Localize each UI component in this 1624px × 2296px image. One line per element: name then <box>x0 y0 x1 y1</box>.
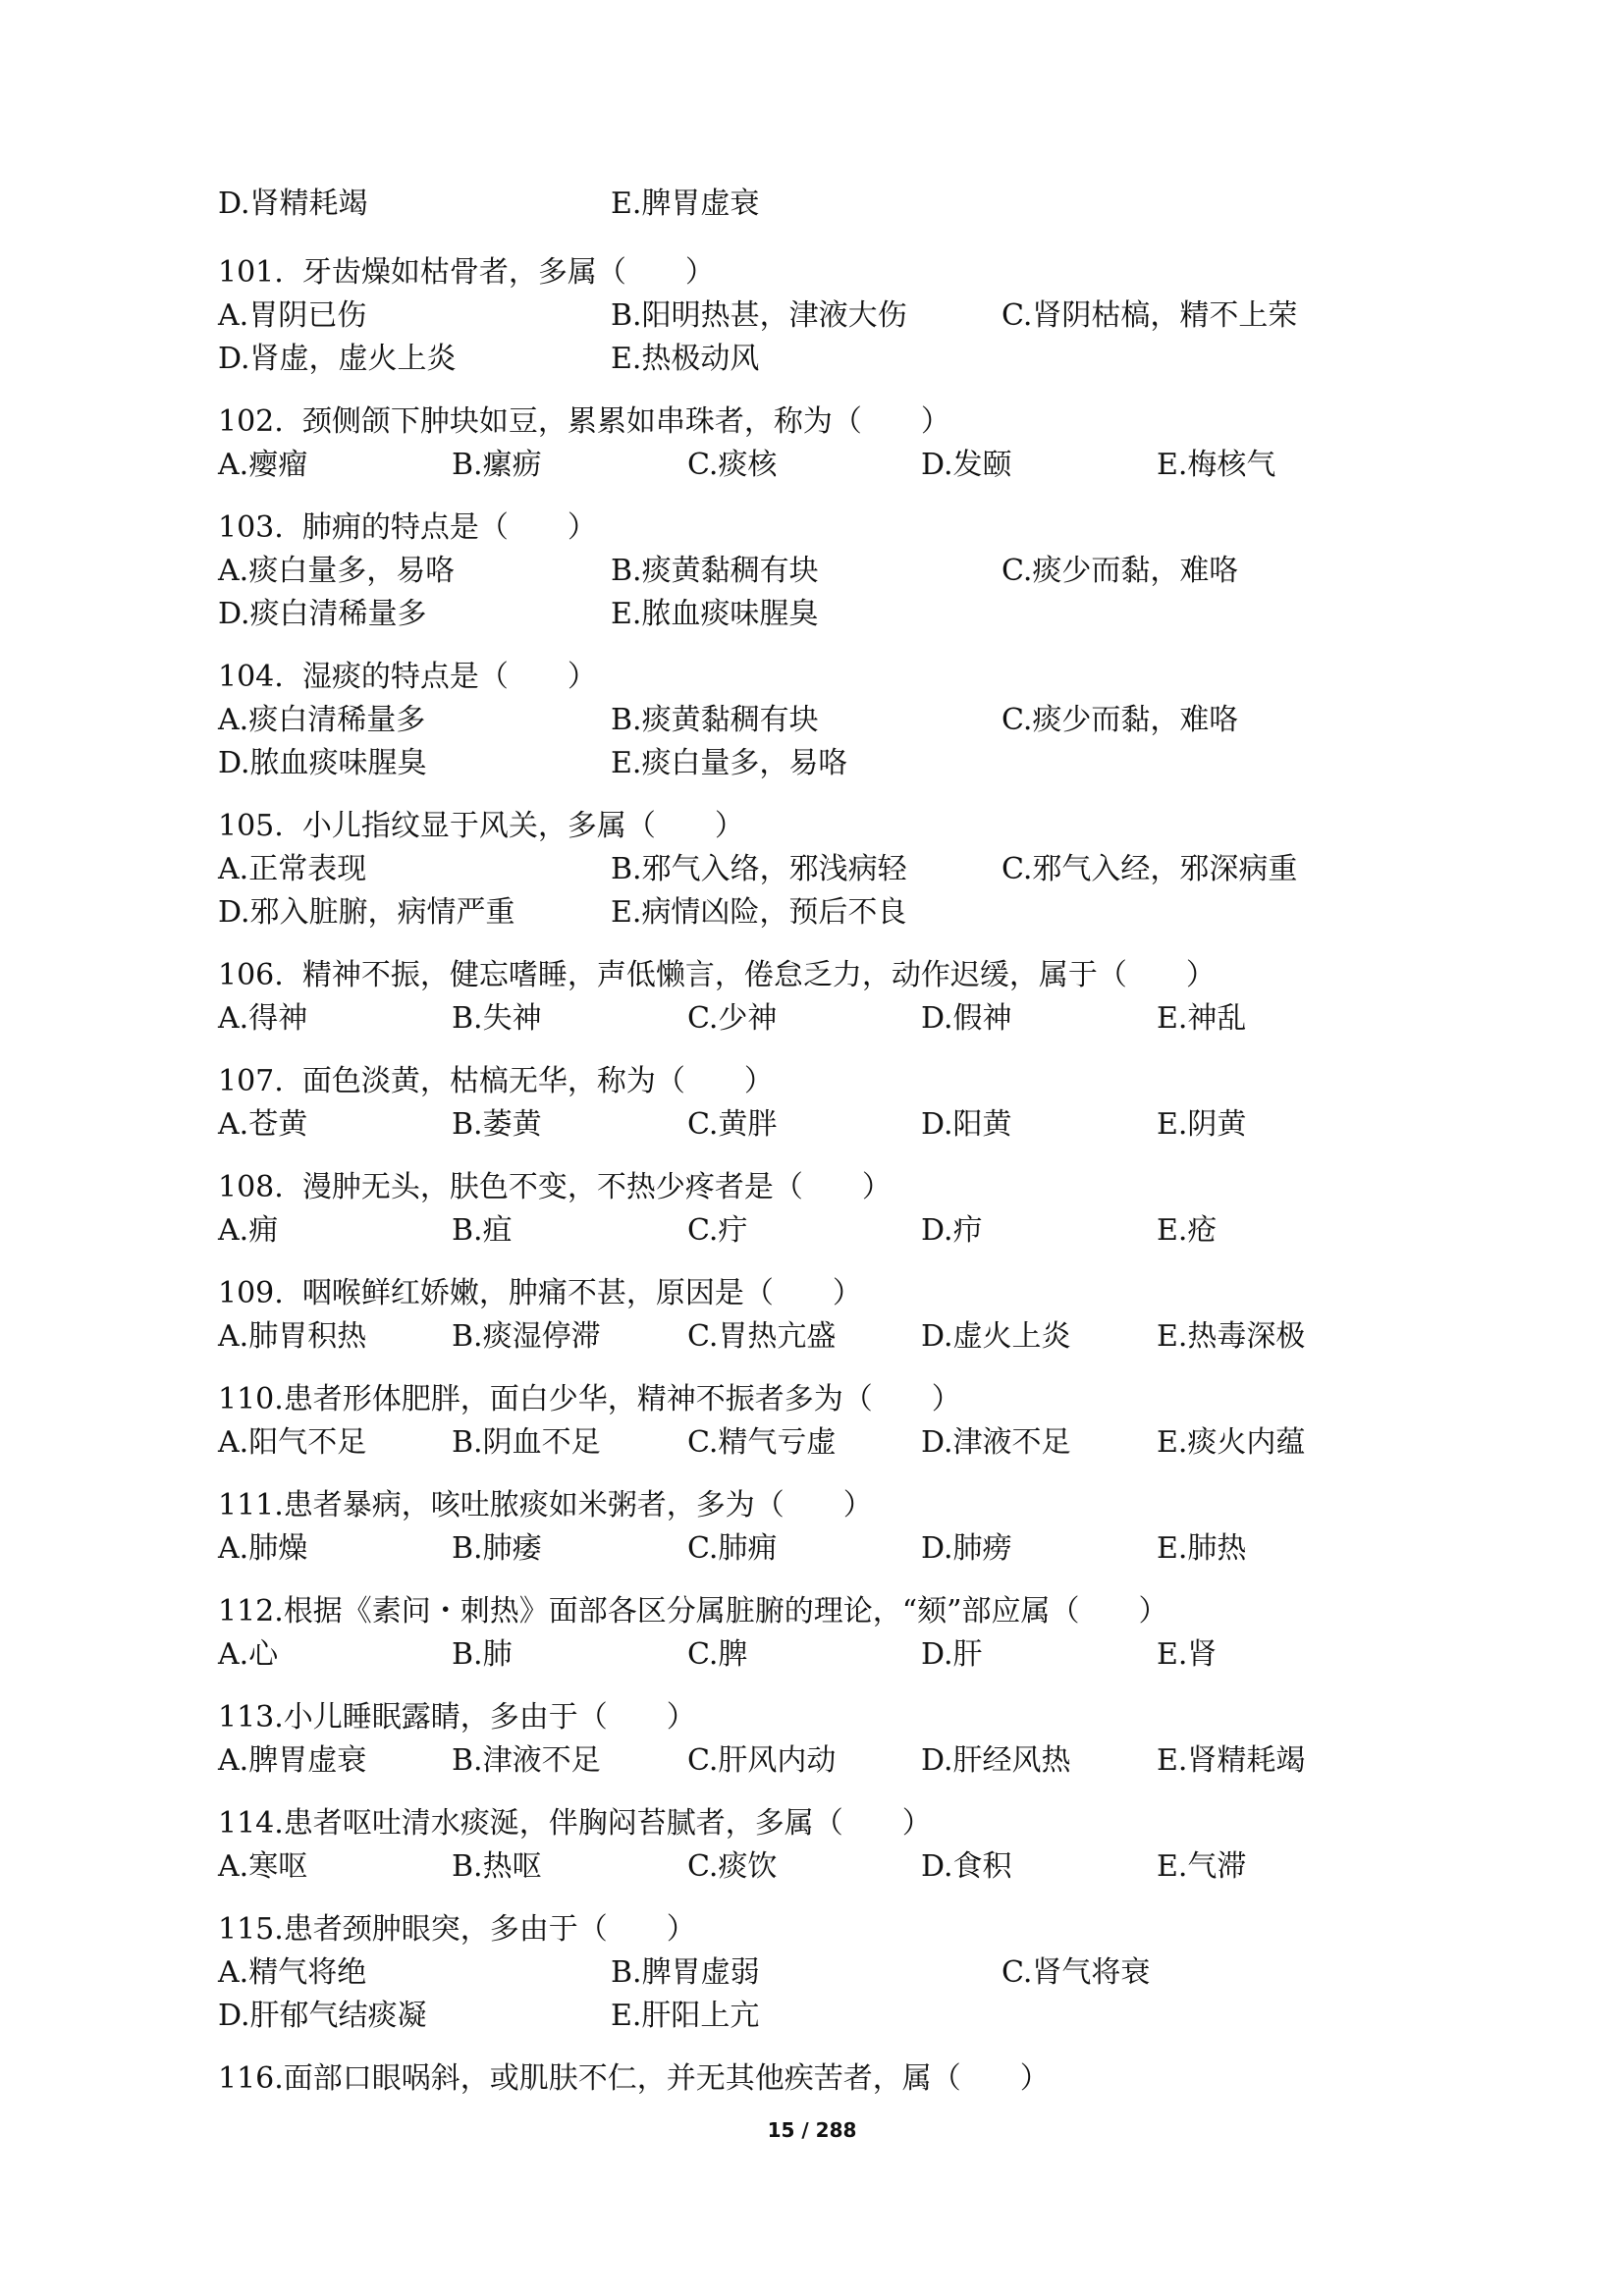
option-row <box>218 699 1396 742</box>
option-row <box>218 848 1396 891</box>
option-d: D.津液不足 <box>921 1425 1071 1460</box>
option-d: D.肝经风热 <box>921 1743 1071 1778</box>
option-c: C.痰核 <box>687 448 778 482</box>
option-row <box>218 183 1396 226</box>
question-item <box>218 400 1396 487</box>
question-stem: 115.患者颈肿眼突，多由于（ ） <box>218 1912 696 1947</box>
option-e: E.气滞 <box>1157 1849 1247 1884</box>
option-a: A.精气将绝 <box>218 1955 367 1990</box>
option-e: E.痰火内蕴 <box>1157 1425 1306 1460</box>
option-a: A.正常表现 <box>218 852 367 886</box>
option-a: A.得神 <box>218 1001 308 1036</box>
question-item <box>218 1060 1396 1147</box>
question-stem: 101. 牙齿燥如枯骨者，多属（ ） <box>218 255 715 290</box>
option-b: B.瘰疬 <box>452 448 542 482</box>
option-b: B.热呕 <box>452 1849 542 1884</box>
option-d: D.虚火上炎 <box>921 1319 1071 1354</box>
question-item <box>218 1696 1396 1783</box>
question-stem: 114.患者呕吐清水痰涎，伴胸闷苔腻者，多属（ ） <box>218 1806 932 1841</box>
option-c: C.疔 <box>687 1213 748 1248</box>
option-a: A.寒呕 <box>218 1849 308 1884</box>
question-item <box>218 2057 1396 2101</box>
option-row <box>218 1103 1396 1147</box>
option-row <box>218 338 1396 381</box>
option-e: E.肾 <box>1157 1637 1218 1672</box>
option-b: B.萎黄 <box>452 1107 542 1142</box>
question-stem: 106. 精神不振，健忘嗜睡，声低懒言，倦怠乏力，动作迟缓，属于（ ） <box>218 958 1216 992</box>
option-a: A.瘿瘤 <box>218 448 308 482</box>
option-b: B.肺痿 <box>452 1531 542 1566</box>
question-stem: 102. 颈侧颌下肿块如豆，累累如串珠者，称为（ ） <box>218 404 950 439</box>
option-d: D.脓血痰味腥臭 <box>218 746 427 780</box>
option-b: B.阳明热甚，津液大伤 <box>611 298 907 333</box>
option-row <box>218 1845 1396 1889</box>
option-d: D.肺痨 <box>921 1531 1012 1566</box>
option-e: E.阴黄 <box>1157 1107 1247 1142</box>
question-item <box>218 1908 1396 2038</box>
option-d: D.痰白清稀量多 <box>218 597 427 631</box>
option-c: C.肾阴枯槁，精不上荣 <box>1001 298 1298 333</box>
option-a: A.痈 <box>218 1213 279 1248</box>
option-b: B.痰黄黏稠有块 <box>611 703 819 737</box>
question-item <box>218 1272 1396 1359</box>
option-c: C.胃热亢盛 <box>687 1319 837 1354</box>
option-a: A.苍黄 <box>218 1107 308 1142</box>
question-stem: 104. 湿痰的特点是（ ） <box>218 660 597 694</box>
option-c: C.脾 <box>687 1637 748 1672</box>
option-row <box>218 1633 1396 1677</box>
leading-options <box>218 183 1396 226</box>
question-stem: 116.面部口眼㖞斜，或肌肤不仁，并无其他疾苦者，属（ ） <box>218 2061 1050 2096</box>
option-d: D.食积 <box>921 1849 1012 1884</box>
option-e: E.热极动风 <box>611 342 760 376</box>
option-row <box>218 1527 1396 1571</box>
option-row <box>218 742 1396 785</box>
option-row <box>218 1951 1396 1995</box>
option-e: E.疮 <box>1157 1213 1218 1248</box>
option-e: E.痰白量多，易咯 <box>611 746 848 780</box>
option-b: B.邪气入络，邪浅病轻 <box>611 852 907 886</box>
option-row <box>218 593 1396 636</box>
option-a: A.胃阴已伤 <box>218 298 367 333</box>
question-stem: 103. 肺痈的特点是（ ） <box>218 510 597 545</box>
option-row <box>218 891 1396 934</box>
option-e: E.肺热 <box>1157 1531 1247 1566</box>
question-stem: 110.患者形体肥胖，面白少华，精神不振者多为（ ） <box>218 1382 961 1416</box>
option-row <box>218 1739 1396 1783</box>
option-row <box>218 550 1396 593</box>
option-b: B.痰黄黏稠有块 <box>611 554 819 588</box>
option-e: E.肝阳上亢 <box>611 1999 760 2033</box>
option-e: E.脾胃虚衰 <box>611 187 760 221</box>
option-c: C.痰少而黏，难咯 <box>1001 554 1239 588</box>
option-a: A.肺燥 <box>218 1531 308 1566</box>
option-c: C.痰少而黏，难咯 <box>1001 703 1239 737</box>
option-c: C.肾气将衰 <box>1001 1955 1151 1990</box>
question-stem: 105. 小儿指纹显于风关，多属（ ） <box>218 809 744 843</box>
option-d: D.阳黄 <box>921 1107 1012 1142</box>
question-stem: 107. 面色淡黄，枯槁无华，称为（ ） <box>218 1064 774 1098</box>
question-stem: 112.根据《素问・刺热》面部各区分属脏腑的理论，“颏”部应属（ ） <box>218 1594 1168 1629</box>
question-stem: 111.患者暴病，咳吐脓痰如米粥者，多为（ ） <box>218 1488 873 1522</box>
option-c: C.肺痈 <box>687 1531 778 1566</box>
option-row <box>218 1421 1396 1465</box>
option-row <box>218 294 1396 338</box>
option-b: B.津液不足 <box>452 1743 601 1778</box>
question-item <box>218 954 1396 1041</box>
option-b: B.阴血不足 <box>452 1425 601 1460</box>
question-stem: 108. 漫肿无头，肤色不变，不热少疼者是（ ） <box>218 1170 892 1204</box>
option-e: E.神乱 <box>1157 1001 1247 1036</box>
option-a: A.肺胃积热 <box>218 1319 367 1354</box>
question-item <box>218 656 1396 785</box>
question-stem: 109. 咽喉鲜红娇嫩，肿痛不甚，原因是（ ） <box>218 1276 862 1310</box>
option-d: D.发颐 <box>921 448 1012 482</box>
option-d: D.肝郁气结痰凝 <box>218 1999 427 2033</box>
option-c: C.黄胖 <box>687 1107 778 1142</box>
option-d: D.肾精耗竭 <box>218 187 368 221</box>
option-d: D.肾虚，虚火上炎 <box>218 342 457 376</box>
option-c: C.肝风内动 <box>687 1743 837 1778</box>
option-a: A.脾胃虚衰 <box>218 1743 367 1778</box>
option-a: A.阳气不足 <box>218 1425 367 1460</box>
question-item <box>218 507 1396 636</box>
option-b: B.肺 <box>452 1637 513 1672</box>
question-item <box>218 1166 1396 1253</box>
option-a: A.痰白清稀量多 <box>218 703 426 737</box>
option-row <box>218 1995 1396 2038</box>
option-e: E.病情凶险，预后不良 <box>611 895 907 930</box>
option-b: B.脾胃虚弱 <box>611 1955 760 1990</box>
question-item <box>218 1378 1396 1465</box>
question-stem: 113.小儿睡眠露睛，多由于（ ） <box>218 1700 696 1735</box>
page-number: 15 / 288 <box>767 2118 857 2142</box>
option-e: E.梅核气 <box>1157 448 1276 482</box>
option-d: D.疖 <box>921 1213 983 1248</box>
option-c: C.邪气入经，邪深病重 <box>1001 852 1298 886</box>
option-d: D.假神 <box>921 1001 1012 1036</box>
option-b: B.疽 <box>452 1213 513 1248</box>
option-a: A.痰白量多，易咯 <box>218 554 456 588</box>
option-d: D.邪入脏腑，病情严重 <box>218 895 515 930</box>
option-b: B.痰湿停滞 <box>452 1319 601 1354</box>
option-e: E.肾精耗竭 <box>1157 1743 1306 1778</box>
question-item <box>218 1802 1396 1889</box>
option-b: B.失神 <box>452 1001 542 1036</box>
option-row <box>218 997 1396 1041</box>
option-d: D.肝 <box>921 1637 983 1672</box>
option-c: C.痰饮 <box>687 1849 778 1884</box>
option-e: E.脓血痰味腥臭 <box>611 597 819 631</box>
question-item <box>218 805 1396 934</box>
question-list <box>218 251 1396 2120</box>
option-row <box>218 1209 1396 1253</box>
option-row <box>218 1315 1396 1359</box>
option-row <box>218 444 1396 487</box>
question-item <box>218 251 1396 381</box>
option-c: C.精气亏虚 <box>687 1425 837 1460</box>
option-e: E.热毒深极 <box>1157 1319 1306 1354</box>
option-a: A.心 <box>218 1637 279 1672</box>
option-c: C.少神 <box>687 1001 778 1036</box>
question-item <box>218 1590 1396 1677</box>
question-item <box>218 1484 1396 1571</box>
